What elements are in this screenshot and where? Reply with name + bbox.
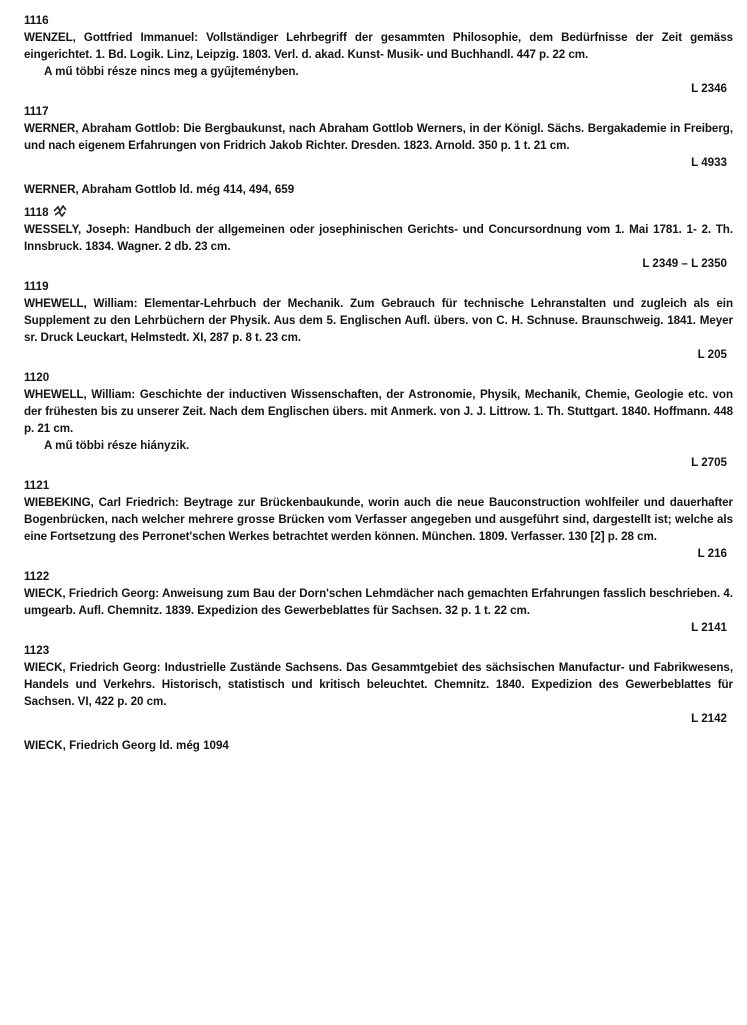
entry-number: 1117 [24, 105, 49, 118]
shelf-mark: L 205 [697, 348, 727, 361]
entry-text: WIECK, Friedrich Georg: Industrielle Zustände Sachsens. Das Gesammtgebiet des sächsischen Manufactur- und Fabrikwesens, Handels und Verkehrs. Historisch, statistisch und kritisch beleuchtet. Chemnitz. 1840. Expedizion des Gewerbeblattes für Sachsen. VI, 422 p. 20 cm. [24, 661, 733, 708]
entry-number: 1123 [24, 644, 50, 657]
entry-text: WIEBEKING, Carl Friedrich: Beytrage zur Brückenbaukunde, worin auch die neue Bauconstruction wohlfeiler und dauerhafter Bogenbrücken, nach welcher mehrere grosse Brücken vom Verfasser angegeben und ausgeführt sind, dargestellt ist; welche als eine Fortsetzung des Perronet'schen Werkes betrachtet werden können. München. 1809. Verfasser. 130 [2] p. 28 cm. [24, 496, 733, 543]
shelf-mark: L 2346 [691, 82, 727, 95]
shelf-mark: L 2142 [691, 712, 727, 725]
entry-number: 1118 [24, 206, 49, 219]
entry-number: 1119 [24, 280, 49, 293]
entry-1118 [24, 204, 733, 272]
entry-1123 [24, 642, 733, 754]
shelf-mark: L 4933 [691, 156, 727, 169]
entry-text: WERNER, Abraham Gottlob: Die Bergbaukunst, nach Abraham Gottlob Werners, in der Königl. Sächs. Bergakademie in Freiberg, und nach eigenem Erfahrungen von Fridrich Jakob Richter. Dresden. 1823. Arnold. 350 p. 1 t. 21 cm. [24, 122, 733, 152]
entry-number: 1116 [24, 14, 49, 27]
shelf-mark: L 216 [697, 547, 727, 560]
entry-1117 [24, 103, 733, 198]
shelf-mark: L 2705 [691, 456, 727, 469]
shelf-mark: L 2141 [691, 621, 727, 634]
entry-note: A mű többi része nincs meg a gyűjteményben. [44, 65, 299, 78]
cross-reference: WERNER, Abraham Gottlob ld. még 414, 494, 659 [24, 183, 295, 196]
entry-text: WHEWELL, William: Geschichte der inductiven Wissenschaften, der Astronomie, Physik, Mechanik, Chemie, Geologie etc. von der frühesten bis zu unserer Zeit. Nach dem Englischen übers. mit Anmerk. von J. J. Littrow. 1. Th. Stuttgart. 1840. Hoffmann. 448 p. 21 cm. [24, 388, 733, 435]
entry-text: WHEWELL, William: Elementar-Lehrbuch der Mechanik. Zum Gebrauch für technische Lehranstalten und zugleich als ein Supplement zu den Lehrbüchern der Physik. Aus dem 5. Englischen Aufl. übers. von C. H. Schnuse. Braunschweig. 1841. Meyer sr. Druck Leuckart, Helmstedt. XI, 287 p. 8 t. 23 cm. [24, 297, 733, 344]
entry-number: 1120 [24, 371, 50, 384]
entry-1120 [24, 369, 733, 471]
entry-number: 1122 [24, 570, 50, 583]
entry-1119 [24, 278, 733, 363]
entry-text: WIECK, Friedrich Georg: Anweisung zum Bau der Dorn'schen Lehmdächer nach gemachten Erfahrungen fasslich beschrieben. 4. umgearb. Aufl. Chemnitz. 1839. Expedizion des Gewerbeblattes für Sachsen. 32 p. 1 t. 22 cm. [24, 587, 733, 617]
shelf-mark: L 2349 – L 2350 [642, 257, 727, 270]
entry-1121 [24, 477, 733, 562]
entry-number: 1121 [24, 479, 50, 492]
entry-number-row [24, 204, 733, 221]
entry-text: WENZEL, Gottfried Immanuel: Vollständiger Lehrbegriff der gesammten Philosophie, dem Bedürfnisse der Zeit gemäss eingerichtet. 1. Bd. Logik. Linz, Leipzig. 1803. Verl. d. akad. Kunst- Musik- und Buchhandl. 447 p. 22 cm. [24, 31, 733, 61]
entry-text: WESSELY, Joseph: Handbuch der allgemeinen oder josephinischen Gerichts- und Concursordnung vom 1. Mai 1781. 1- 2. Th. Innsbruck. 1834. Wagner. 2 db. 23 cm. [24, 223, 733, 253]
cross-reference: WIECK, Friedrich Georg ld. még 1094 [24, 739, 229, 752]
stamp-mark-icon [53, 205, 67, 217]
entry-1116 [24, 12, 733, 97]
entry-1122 [24, 568, 733, 636]
entry-note: A mű többi része hiányzik. [44, 439, 190, 452]
